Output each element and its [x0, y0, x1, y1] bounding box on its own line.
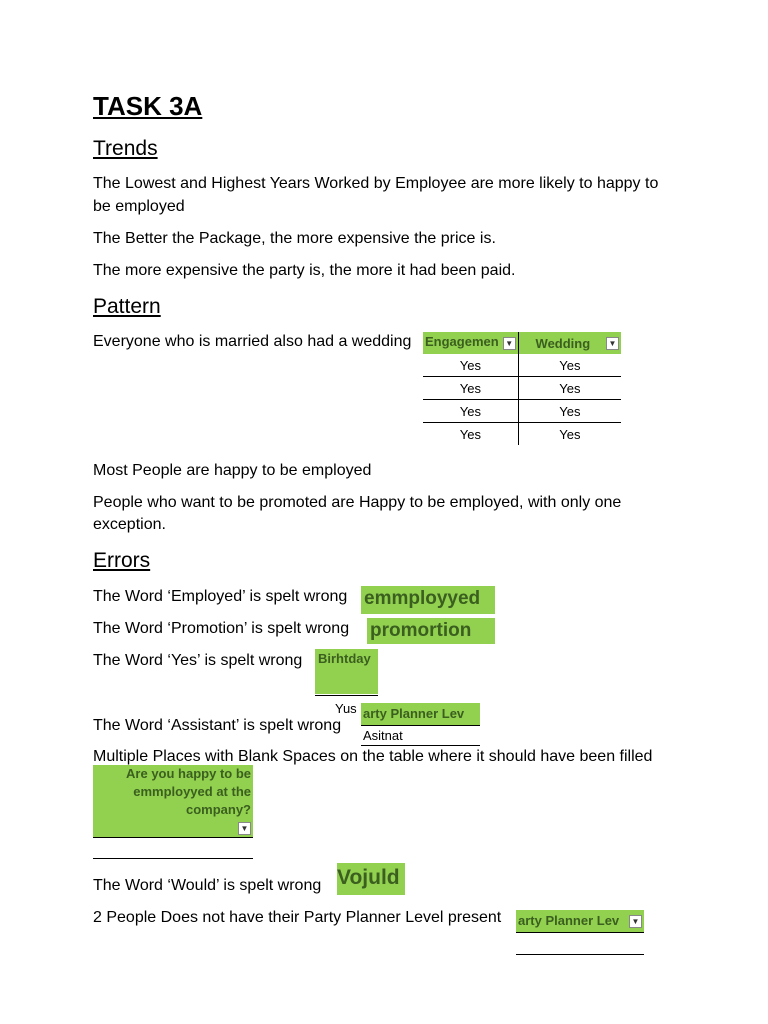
- employed-misspelling-snippet: emmployyed: [361, 586, 495, 614]
- table-cell: Yes: [518, 377, 621, 400]
- error-blank-text: Multiple Places with Blank Spaces on the table where it should have been filled: [93, 748, 653, 765]
- error-planner-text: 2 People Does not have their Party Planner Level present: [93, 909, 502, 926]
- error-would-text: The Word ‘Would’ is spelt wrong: [93, 877, 322, 894]
- table-row: [423, 423, 621, 446]
- error-yes-text: The Word ‘Yes’ is spelt wrong: [93, 652, 303, 669]
- trends-line-1b: be employed: [93, 198, 185, 215]
- divider: [361, 725, 480, 726]
- party-planner-header-snippet-2: arty Planner Lev ▼: [516, 910, 644, 932]
- pattern-line-2: Most People are happy to be employed: [93, 462, 372, 479]
- table-cell: Yes: [423, 377, 518, 400]
- engagement-wedding-table: [423, 332, 621, 445]
- errors-heading: Errors: [93, 549, 151, 572]
- party-planner-header-snippet: arty Planner Lev: [361, 703, 480, 725]
- divider: [93, 858, 253, 859]
- table-row: [423, 400, 621, 423]
- page-title: TASK 3A: [93, 91, 203, 121]
- table-cell: Yes: [423, 400, 518, 423]
- trends-line-2: The Better the Package, the more expensive the price is.: [93, 230, 496, 247]
- yes-misspelling-value: Yus: [335, 701, 357, 716]
- filter-icon[interactable]: ▼: [503, 337, 516, 350]
- pattern-line-3a: People who want to be promoted are Happy to be employed, with only one: [93, 494, 622, 511]
- divider: [93, 837, 253, 838]
- table-cell: Yes: [518, 400, 621, 423]
- pattern-line-3b: exception.: [93, 516, 166, 533]
- filter-icon[interactable]: ▼: [238, 822, 251, 835]
- table-row: [423, 377, 621, 400]
- trends-heading: Trends: [93, 137, 158, 160]
- engagement-header: Engagemen ▼: [423, 332, 518, 354]
- trends-line-3: The more expensive the party is, the more it had been paid.: [93, 262, 516, 279]
- divider: [516, 932, 644, 933]
- table-row: [423, 354, 621, 377]
- assistant-misspelling-value: Asitnat: [363, 728, 403, 743]
- trends-line-1a: The Lowest and Highest Years Worked by Employee are more likely to happy to: [93, 175, 659, 192]
- table-cell: Yes: [559, 426, 581, 442]
- table-cell: Yes: [423, 423, 518, 446]
- divider: [516, 954, 644, 955]
- birthday-header-snippet: Birhtday: [315, 649, 378, 694]
- error-promotion-text: The Word ‘Promotion’ is spelt wrong: [93, 620, 350, 637]
- error-employed-text: The Word ‘Employed’ is spelt wrong: [93, 588, 348, 605]
- wedding-header: Wedding ▼: [518, 332, 621, 354]
- table-cell: Yes: [518, 354, 621, 377]
- divider: [315, 695, 378, 696]
- pattern-heading: Pattern: [93, 295, 161, 318]
- promotion-misspelling-snippet: promortion: [367, 618, 495, 644]
- table-cell: Yes: [423, 354, 518, 377]
- filter-icon[interactable]: ▼: [629, 915, 642, 928]
- dropdown-icon[interactable]: ▼: [606, 337, 619, 350]
- happy-employed-header-snippet: Are you happy to be emmployyed at the company? ▼: [93, 765, 253, 837]
- error-assistant-text: The Word ‘Assistant’ is spelt wrong: [93, 717, 342, 734]
- would-misspelling-snippet: Vojuld: [337, 863, 405, 895]
- pattern-line-1: Everyone who is married also had a wedding: [93, 333, 412, 350]
